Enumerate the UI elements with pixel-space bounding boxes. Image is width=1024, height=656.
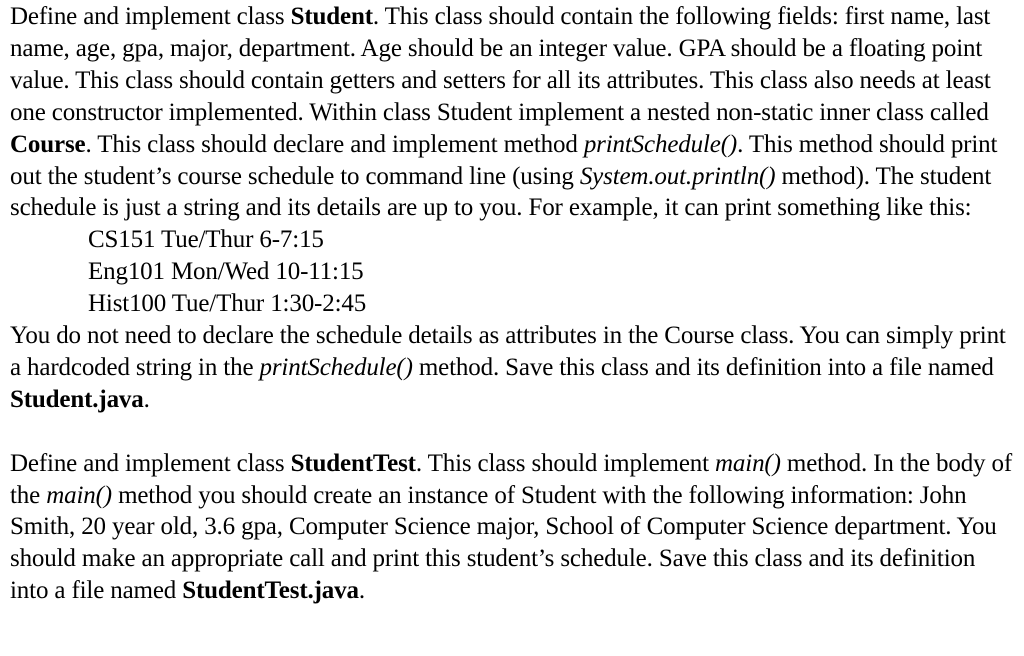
paragraph-gap	[10, 416, 1016, 448]
schedule-line: Eng101 Mon/Wed 10-11:15	[88, 258, 364, 286]
text-span: Define and implement class	[10, 3, 291, 30]
text-span: Define and implement class	[10, 449, 291, 477]
schedule-example	[10, 224, 1016, 320]
method-name-println: System.out.println()	[579, 162, 776, 190]
schedule-line: CS151 Tue/Thur 6-7:15	[88, 226, 324, 254]
text-span: . This class should contain the following fields: first name, last name, age, gpa, major, department. Age should be an integer value. GPA should be a floating point value. This class should contain getters and setters for all its attributes. This class also needs at least one constructor implemented. Within class Student implement a nested non-static inner class called	[10, 3, 991, 126]
text-span: method). The student schedule is just a string and its details are up to you. For example, it can print something like this:	[10, 162, 992, 222]
text-span: method. In the body of the	[10, 449, 1013, 509]
text-span: . This class should declare and implement method	[85, 130, 584, 158]
class-name-course: Course	[10, 130, 86, 158]
text-span: You do not need to declare the schedule details as attributes in the Course class. You can simply print a hardcoded string in the	[10, 322, 1006, 381]
schedule-details-paragraph	[10, 320, 1016, 416]
method-name-printschedule: printSchedule()	[583, 130, 738, 158]
student-test-paragraph	[10, 448, 1016, 608]
class-name-student: Student	[290, 3, 373, 30]
method-name-printschedule: printSchedule()	[259, 353, 413, 381]
student-class-paragraph	[10, 1, 1016, 224]
method-name-main: main()	[46, 481, 112, 509]
text-span: . This method should print out the student’s course schedule to command line (using	[10, 130, 998, 190]
text-span: .	[358, 577, 365, 605]
text-span: method. Save this class and its definition into a file named	[412, 353, 994, 381]
method-name-main: main()	[715, 449, 781, 477]
file-name-studenttest-java: StudentTest.java	[182, 577, 359, 605]
text-span: .	[143, 385, 150, 413]
file-name-student-java: Student.java	[10, 385, 144, 413]
assignment-document	[10, 1, 1016, 607]
text-span: method you should create an instance of Student with the following information: John Smith, 20 year old, 3.6 gpa, Computer Science major, School of Computer Science department. You should make an appropriate call and print this student’s schedule. Save this class and its definition into a file named	[10, 481, 997, 605]
text-span: . This class should implement	[415, 449, 716, 477]
schedule-line: Hist100 Tue/Thur 1:30-2:45	[88, 290, 367, 318]
class-name-studenttest: StudentTest	[290, 449, 416, 477]
